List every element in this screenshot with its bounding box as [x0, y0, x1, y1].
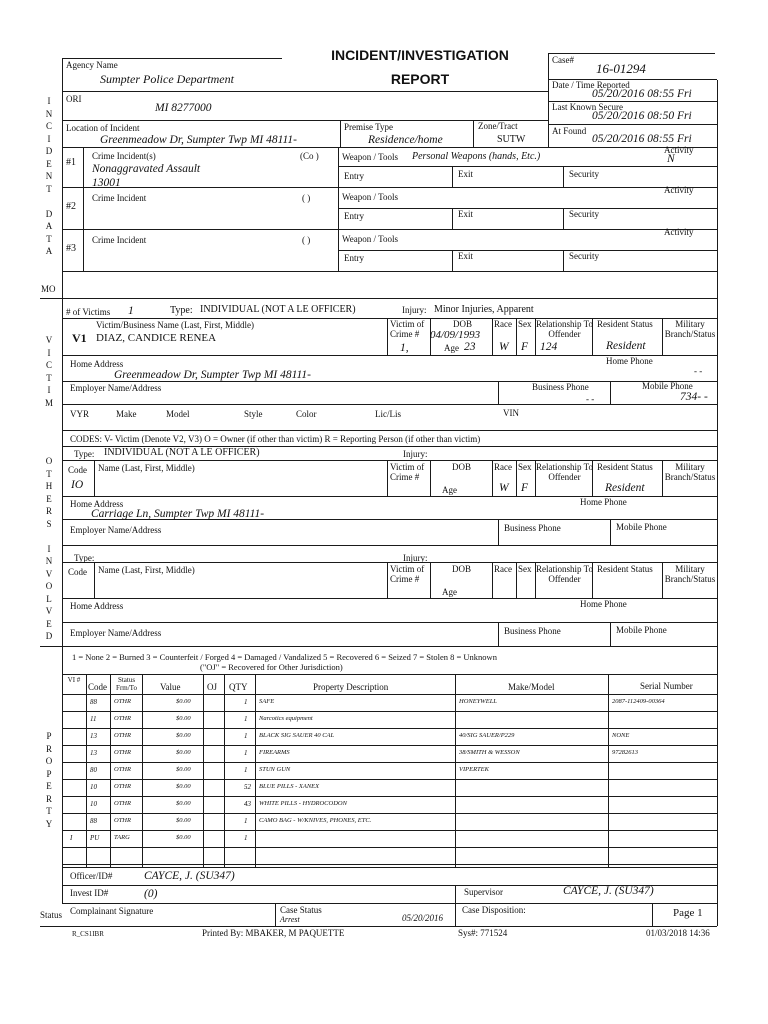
victim-name-label: Victim/Business Name (Last, First, Middle): [96, 320, 254, 330]
other-sex-label: Sex: [518, 564, 532, 574]
victim-mobile-phone-value: 734- -: [680, 391, 708, 403]
prop-code: 11: [90, 715, 97, 723]
other-business-phone-label: Business Phone: [504, 523, 561, 533]
date-reported-label: Date / Time Reported: [552, 80, 630, 90]
prop-value: $0.00: [176, 698, 191, 705]
victim-home-phone-value: - -: [694, 366, 703, 376]
security-label: Security: [569, 169, 599, 179]
vehicle-model-label: Model: [166, 409, 190, 419]
prop-qty: 43: [244, 800, 251, 808]
prop-code: 88: [90, 817, 97, 825]
victim-sex-value: F: [521, 341, 529, 353]
prop-description: CAMO BAG - W/KNIVES, PHONES, ETC.: [259, 817, 372, 824]
report-title-line1: INCIDENT/INVESTIGATION: [331, 47, 509, 63]
prop-vi: I: [70, 834, 73, 842]
victim-business-phone-value: - -: [586, 394, 595, 404]
prop-qty: 1: [244, 732, 248, 740]
prop-description: STUN GUN: [259, 766, 291, 773]
other-sex-label: Sex: [518, 462, 532, 472]
victim-race-label: Race: [494, 319, 512, 329]
prop-qty: 1: [244, 715, 248, 723]
complainant-signature-label: Complainant Signature: [70, 906, 154, 916]
other-dob-label: DOB: [452, 462, 472, 472]
other-relationship-label: Relationship To Offender: [536, 564, 593, 584]
prop-status: OTHR: [114, 800, 131, 807]
prop-status: OTHR: [114, 766, 131, 773]
prop-description: Narcotics equipment: [259, 715, 313, 722]
prop-description: WHITE PILLS - HYDROCODON: [259, 800, 347, 807]
case-status-value: Arrest: [280, 915, 300, 924]
property-row-line: [62, 779, 717, 780]
num-victims-label: # of Victims: [66, 307, 111, 317]
property-row-line: [62, 745, 717, 746]
prop-description: SAFE: [259, 698, 275, 705]
case-disposition-label: Case Disposition:: [462, 905, 526, 915]
prop-make-model: HONEYWELL: [459, 698, 497, 705]
crime-number: #3: [66, 243, 76, 254]
num-victims-value: 1: [128, 305, 134, 317]
prop-header-value: Value: [160, 682, 181, 692]
other-dob-label: DOB: [452, 564, 472, 574]
prop-header-make: Make/Model: [508, 682, 555, 692]
victim-name-value: DIAZ, CANDICE RENEA: [96, 332, 217, 344]
prop-code: 80: [90, 766, 97, 774]
prop-value: $0.00: [176, 783, 191, 790]
side-label-mo: MO: [41, 284, 56, 294]
zone-label: Zone/Tract: [478, 121, 518, 131]
weapon-label: Weapon / Tools: [342, 152, 398, 162]
prop-make-model: VIPERTEK: [459, 766, 489, 773]
print-date: 01/03/2018 14:36: [646, 928, 710, 938]
prop-status: OTHR: [114, 783, 131, 790]
vehicle-vin-label: VIN: [503, 408, 519, 418]
prop-header-description: Property Description: [313, 682, 389, 692]
other-home-phone-label: Home Phone: [580, 599, 627, 609]
zone-value: SUTW: [497, 134, 526, 145]
other-mobile-phone-label: Mobile Phone: [616, 522, 667, 532]
other-sex-value: F: [521, 482, 529, 494]
victim-military-label: Military Branch/Status: [664, 319, 716, 339]
other-military-label: Military Branch/Status: [664, 564, 716, 584]
activity-label: Activity: [664, 227, 694, 237]
victim-type-value: INDIVIDUAL (NOT A LE OFFICER): [200, 304, 356, 315]
side-label-incident-data: I N C I D E N T D A T A: [45, 96, 53, 256]
prop-header-vi: VI #: [67, 676, 81, 684]
other-race-value: W: [499, 482, 509, 494]
other-name-label: Name (Last, First, Middle): [98, 565, 195, 575]
other-business-phone-label: Business Phone: [504, 626, 561, 636]
prop-code: 10: [90, 800, 97, 808]
side-label-property: P R O P E R T Y: [45, 731, 53, 829]
prop-value: $0.00: [176, 834, 191, 841]
prop-status: OTHR: [114, 817, 131, 824]
security-label: Security: [569, 209, 599, 219]
victim-age-value: 23: [464, 341, 476, 353]
crime-code: 13001: [92, 177, 121, 189]
vehicle-style-label: Style: [244, 409, 263, 419]
crime-label: Crime Incident(s): [92, 151, 156, 161]
prop-qty: 52: [244, 783, 251, 791]
other-age-label: Age: [442, 485, 457, 495]
crime-paren: ( ): [302, 193, 311, 203]
vehicle-year-label: VYR: [70, 409, 90, 419]
prop-value: $0.00: [176, 800, 191, 807]
prop-make-model: 38/SMITH & WESSON: [459, 749, 520, 756]
activity-value: N: [667, 153, 675, 165]
invest-label: Invest ID#: [70, 888, 109, 898]
property-row-line: [62, 711, 717, 712]
side-label-victim: V I C T I M: [44, 335, 53, 408]
at-found-value: 05/20/2016 08:55 Fri: [592, 133, 692, 145]
activity-label: Activity: [664, 185, 694, 195]
prop-qty: 1: [244, 698, 248, 706]
victim-race-value: W: [499, 341, 509, 353]
other-employer-label: Employer Name/Address: [70, 628, 162, 638]
entry-label: Entry: [344, 211, 364, 221]
prop-code: 13: [90, 749, 97, 757]
property-legend: 1 = None 2 = Burned 3 = Counterfeit / Forged 4 = Damaged / Vandalized 5 = Recovered 6 = Seized 7 = Stolen 8 = Unknown: [72, 652, 497, 662]
exit-label: Exit: [458, 209, 473, 219]
prop-serial: 97282613: [612, 749, 638, 756]
form-id: R_CS1IBR: [72, 930, 104, 938]
prop-qty: 1: [244, 834, 248, 842]
other-injury-label: Injury:: [403, 553, 428, 563]
victim-code: V1: [72, 331, 87, 345]
prop-header-oj: OJ: [207, 682, 218, 692]
property-row-line: [62, 864, 717, 865]
other-resident-value: Resident: [605, 482, 645, 494]
location-value: Greenmeadow Dr, Sumpter Twp MI 48111-: [100, 134, 297, 146]
other-relationship-label: Relationship To Offender: [536, 462, 593, 482]
exit-label: Exit: [458, 251, 473, 261]
prop-make-model: 40/SIG SAUER/P229: [459, 732, 515, 739]
victim-employer-label: Employer Name/Address: [70, 383, 162, 393]
supervisor-value: CAYCE, J. (SU347): [563, 885, 654, 897]
other-victim-of-label: Victim of Crime #: [390, 564, 425, 584]
crime-number: #2: [66, 201, 76, 212]
exit-label: Exit: [458, 169, 473, 179]
prop-code: PU: [90, 834, 100, 842]
weapon-label: Weapon / Tools: [342, 234, 398, 244]
victim-sex-label: Sex: [518, 319, 532, 329]
victim-dob-label: DOB: [453, 319, 473, 329]
date-reported-value: 05/20/2016 08:55 Fri: [592, 88, 692, 100]
victim-injury-label: Injury:: [402, 305, 427, 315]
other-code-label: Code: [68, 567, 87, 577]
victim-of-crime-label: Victim of Crime #: [390, 319, 425, 339]
prop-value: $0.00: [176, 766, 191, 773]
other-race-label: Race: [494, 564, 512, 574]
codes-legend: CODES: V- Victim (Denote V2, V3) O = Owner (if other than victim) R = Reporting Person (if other than victim): [70, 434, 481, 444]
other-injury-label: Injury:: [403, 449, 428, 459]
at-found-label: At Found: [552, 126, 587, 136]
victim-relationship-value: 124: [540, 341, 558, 353]
other-resident-label: Resident Status: [597, 462, 653, 472]
property-row-line: [62, 830, 717, 831]
other-race-label: Race: [494, 462, 512, 472]
crime-paren: (Co ): [300, 151, 319, 161]
prop-status: OTHR: [114, 698, 131, 705]
victim-home-address-value: Greenmeadow Dr, Sumpter Twp MI 48111-: [114, 369, 311, 381]
other-resident-label: Resident Status: [597, 564, 653, 574]
printed-by: Printed By: MBAKER, M PAQUETTE: [202, 928, 345, 938]
other-type-label: Type:: [74, 553, 95, 563]
agency-value: Sumpter Police Department: [100, 72, 234, 86]
other-mobile-phone-label: Mobile Phone: [616, 625, 667, 635]
victim-injury-value: Minor Injuries, Apparent: [434, 304, 534, 315]
other-home-address-label: Home Address: [70, 499, 124, 509]
last-secure-value: 05/20/2016 08:50 Fri: [592, 110, 692, 122]
prop-value: $0.00: [176, 749, 191, 756]
case-number: 16-01294: [596, 61, 646, 76]
ori-value: MI 8277000: [155, 102, 212, 114]
victim-relationship-label: Relationship To Offender: [536, 319, 593, 339]
vehicle-color-label: Color: [296, 409, 317, 419]
prop-status: TARG: [114, 834, 130, 841]
other-home-phone-label: Home Phone: [580, 497, 627, 507]
case-label: Case#: [552, 55, 574, 65]
prop-qty: 1: [244, 749, 248, 757]
case-status-label: Case Status: [280, 905, 322, 915]
other-victim-of-label: Victim of Crime #: [390, 462, 425, 482]
side-label-status: Status: [40, 910, 63, 920]
victim-business-phone-label: Business Phone: [532, 382, 589, 392]
prop-status: OTHR: [114, 715, 131, 722]
victim-home-phone-label: Home Phone: [606, 356, 653, 366]
victim-home-address-label: Home Address: [70, 359, 124, 369]
prop-qty: 1: [244, 766, 248, 774]
prop-code: 13: [90, 732, 97, 740]
property-row-line: [62, 728, 717, 729]
invest-value: (0): [144, 888, 158, 900]
prop-serial: NONE: [612, 732, 630, 739]
crime-label: Crime Incident: [92, 235, 147, 245]
officer-label: Officer/ID#: [70, 871, 113, 881]
other-home-address-value: Carriage Ln, Sumpter Twp MI 48111-: [91, 508, 265, 520]
last-secure-label: Last Known Secure: [552, 102, 623, 112]
victim-of-crime-value: 1,: [400, 342, 409, 354]
property-row-line: [62, 847, 717, 848]
entry-label: Entry: [344, 253, 364, 263]
prop-header-serial: Serial Number: [640, 681, 693, 691]
prop-header-code: Code: [88, 682, 107, 692]
victim-resident-value: Resident: [606, 340, 646, 352]
other-home-address-label: Home Address: [70, 601, 124, 611]
prop-header-qty: QTY: [229, 682, 248, 692]
ori-label: ORI: [66, 94, 82, 104]
other-age-label: Age: [442, 587, 457, 597]
case-status-date: 05/20/2016: [402, 913, 444, 923]
prop-qty: 1: [244, 817, 248, 825]
prop-code: 88: [90, 698, 97, 706]
crime-label: Crime Incident: [92, 193, 147, 203]
location-label: Location of Incident: [66, 123, 140, 133]
prop-serial: 2087-112409-00364: [612, 698, 665, 705]
prop-value: $0.00: [176, 715, 191, 722]
other-name-label: Name (Last, First, Middle): [98, 463, 195, 473]
premise-label: Premise Type: [344, 122, 393, 132]
activity-label: Activity: [664, 145, 694, 155]
other-code-label: Code: [68, 465, 87, 475]
prop-status: OTHR: [114, 749, 131, 756]
supervisor-label: Supervisor: [464, 887, 503, 897]
prop-status: OTHR: [114, 732, 131, 739]
prop-code: 10: [90, 783, 97, 791]
prop-value: $0.00: [176, 732, 191, 739]
crime-paren: ( ): [302, 235, 311, 245]
prop-description: BLACK SIG SAUER 40 CAL: [259, 732, 335, 739]
property-legend-oj: ("OJ" = Recovered for Other Jurisdiction): [200, 662, 343, 672]
side-label-others: O T H E R S I N V O L V E D: [45, 456, 53, 641]
agency-label: Agency Name: [66, 60, 118, 70]
crime-number: #1: [66, 157, 76, 168]
page-number: Page 1: [673, 907, 703, 919]
crime-offense: Nonaggravated Assault: [92, 163, 201, 175]
victim-resident-label: Resident Status: [597, 319, 653, 329]
sys-number: Sys#: 771524: [458, 928, 508, 938]
property-row-line: [62, 796, 717, 797]
property-row-line: [62, 813, 717, 814]
entry-label: Entry: [344, 171, 364, 181]
vehicle-make-label: Make: [116, 409, 137, 419]
victim-dob-value: 04/09/1993: [430, 329, 481, 341]
officer-value: CAYCE, J. (SU347): [144, 870, 235, 882]
security-label: Security: [569, 251, 599, 261]
victim-type-label: Type:: [170, 305, 193, 316]
weapon-label: Weapon / Tools: [342, 192, 398, 202]
victim-mobile-phone-label: Mobile Phone: [642, 381, 693, 391]
property-row-line: [62, 762, 717, 763]
prop-description: FIREARMS: [259, 749, 290, 756]
other-type-value: INDIVIDUAL (NOT A LE OFFICER): [104, 447, 260, 458]
other-military-label: Military Branch/Status: [664, 462, 716, 482]
weapon-value: Personal Weapons (hands, Etc.): [412, 151, 541, 162]
report-title-line2: REPORT: [390, 71, 450, 87]
other-type-label: Type:: [74, 449, 95, 459]
other-employer-label: Employer Name/Address: [70, 525, 162, 535]
prop-value: $0.00: [176, 817, 191, 824]
victim-age-label: Age: [444, 343, 459, 353]
vehicle-lic-label: Lic/Lis: [375, 409, 401, 419]
other-code-value: IO: [71, 479, 84, 491]
prop-description: BLUE PILLS - XANEX: [259, 783, 320, 790]
premise-value: Residence/home: [368, 134, 443, 146]
prop-header-status: Status Frm/To: [116, 676, 137, 692]
